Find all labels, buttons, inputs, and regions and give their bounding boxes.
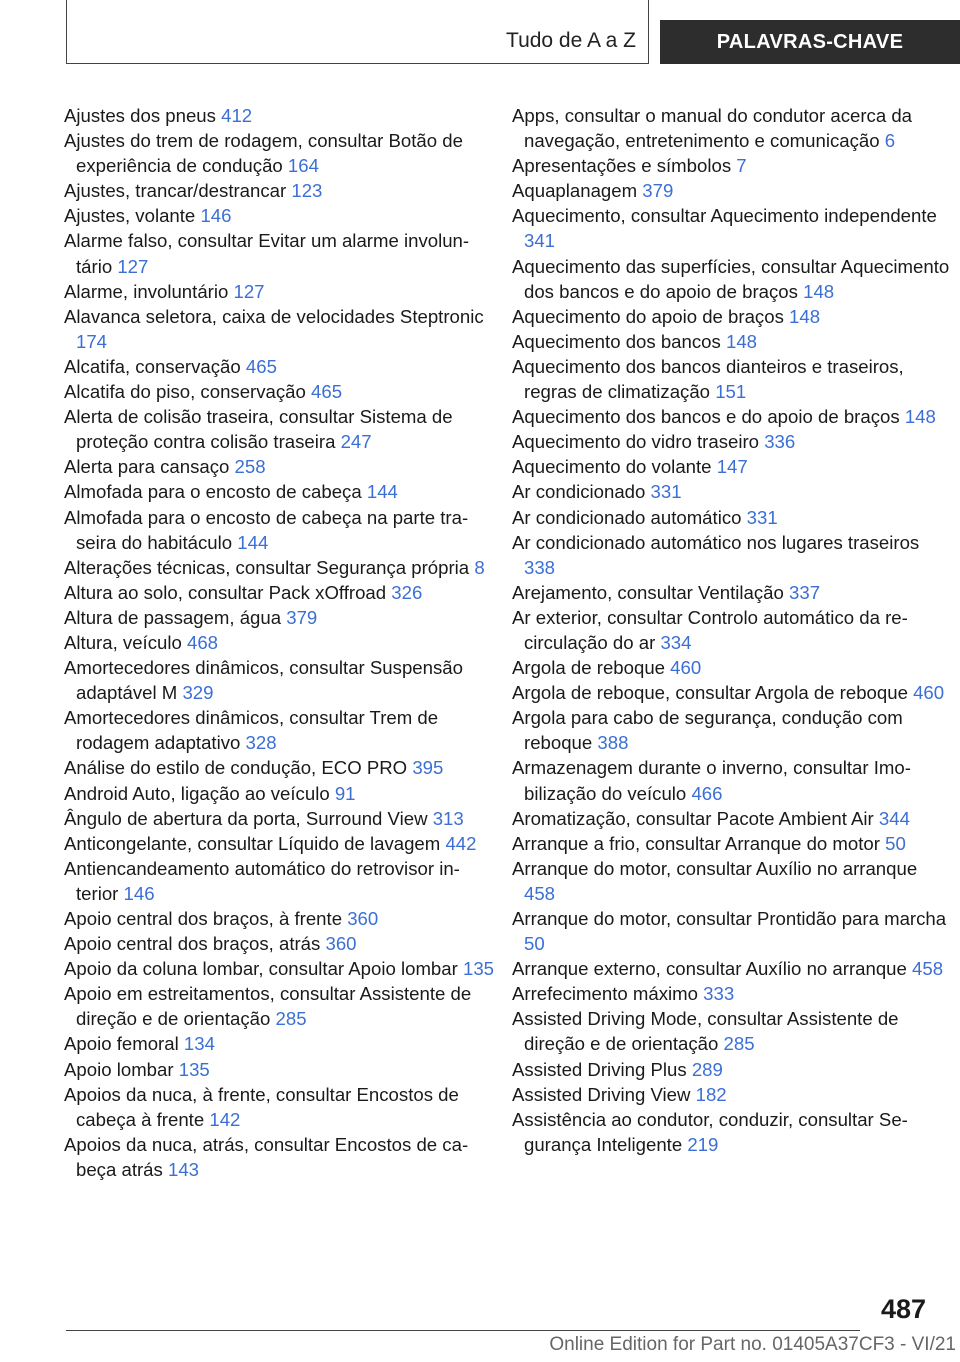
index-entry	[64, 479, 494, 504]
index-entry	[512, 680, 952, 705]
index-entry	[64, 505, 494, 555]
page-reference-link[interactable]: 50	[885, 832, 906, 854]
page-reference-link[interactable]: 135	[178, 1058, 210, 1080]
index-entry	[512, 479, 952, 504]
page-reference-link[interactable]: 412	[221, 105, 253, 126]
page-reference-link[interactable]: 341	[524, 230, 556, 252]
page-reference-link[interactable]: 134	[183, 1033, 215, 1055]
index-entry	[512, 304, 952, 329]
index-term: Aquecimento dos bancos e do apoio de braços	[512, 406, 900, 428]
index-entry	[64, 1082, 494, 1132]
index-term: Apoio femoral	[64, 1033, 179, 1055]
index-entry	[64, 379, 494, 404]
index-column-left	[64, 103, 494, 1182]
index-term: Ar exterior, consultar Controlo automático da recirculação do ar	[512, 606, 908, 653]
page-reference-link[interactable]: 313	[432, 807, 464, 829]
page-reference-link[interactable]: 338	[524, 556, 556, 578]
index-entry	[64, 630, 494, 655]
page-reference-link[interactable]: 147	[716, 456, 748, 478]
page-reference-link[interactable]: 127	[233, 280, 265, 302]
index-entry	[512, 806, 952, 831]
index-term: Ar condicionado	[512, 481, 646, 503]
index-term: Apoio central dos braços, atrás	[64, 933, 321, 955]
index-term: Aquecimento do apoio de braços	[512, 305, 784, 327]
page-reference-link[interactable]: 182	[695, 1083, 727, 1105]
index-term: Arranque externo, consultar Auxílio no arranque	[512, 958, 907, 980]
page-reference-link[interactable]: 395	[412, 757, 444, 779]
index-entry	[64, 1031, 494, 1056]
index-column-right	[512, 103, 952, 1157]
index-entry	[512, 354, 952, 404]
index-term: Almofada para o encosto de cabeça	[64, 481, 362, 503]
index-entry	[64, 856, 494, 906]
index-entry	[64, 1132, 494, 1182]
index-entry	[64, 555, 494, 580]
page-reference-link[interactable]: 146	[123, 882, 155, 904]
index-term: Apoio em estreitamentos, consultar Assistente de direção e de orientação	[64, 983, 472, 1030]
header-rule-middle	[648, 0, 649, 64]
index-entry	[512, 1057, 952, 1082]
page-reference-link[interactable]: 146	[200, 205, 232, 227]
page-reference-link[interactable]: 458	[912, 958, 944, 980]
index-term: Apoio da coluna lombar, consultar Apoio lombar	[64, 958, 458, 980]
page-reference-link[interactable]: 135	[462, 958, 495, 980]
index-term: Apoio lombar	[64, 1058, 174, 1080]
index-term: Ajustes, trancar/destrancar	[64, 180, 287, 202]
index-entry	[512, 605, 952, 655]
index-term: Ar condicionado automático nos lugares traseiros	[512, 531, 920, 553]
page-reference-link[interactable]: 148	[803, 280, 835, 302]
page-reference-link[interactable]: 219	[687, 1133, 719, 1155]
index-entry	[64, 831, 494, 856]
index-term: Antiencandeamento automático do retrovisor interior	[64, 857, 460, 904]
index-term: Altura de passagem, água	[64, 606, 282, 628]
page-reference-link[interactable]: 247	[340, 431, 372, 453]
index-term: Alarme falso, consultar Evitar um alarme involuntário	[64, 230, 470, 277]
index-entry	[512, 103, 952, 153]
page-reference-link[interactable]: 465	[245, 355, 277, 377]
index-entry	[512, 956, 952, 981]
index-term: Amortecedores dinâmicos, consultar Trem de rodagem adaptativo	[64, 707, 439, 754]
header-rule-bottom	[66, 63, 648, 64]
page-reference-link[interactable]: 174	[76, 330, 108, 352]
index-term: Apoios da nuca, atrás, consultar Encostos de cabeça atrás	[64, 1133, 469, 1180]
index-term: Aquecimento dos bancos dianteiros e traseiros, regras de climatização	[512, 355, 904, 403]
page-reference-link[interactable]: 466	[691, 782, 723, 804]
index-term: Alcatifa, conservação	[64, 355, 241, 377]
page-reference-link[interactable]: 8	[474, 556, 485, 578]
page-reference-link[interactable]: 127	[117, 255, 149, 277]
header-chapter-tab[interactable]: PALAVRAS-CHAVE	[660, 20, 960, 64]
header-section-title: Tudo de A a Z	[506, 29, 636, 52]
index-entry	[512, 655, 952, 680]
index-entry	[512, 505, 952, 530]
page-reference-link[interactable]: 328	[245, 732, 277, 754]
index-entry	[512, 755, 952, 805]
index-term: Aquecimento das superfícies, consultar Aquecimento dos bancos e do apoio de braços	[512, 255, 950, 302]
index-term: Alcatifa do piso, conservação	[64, 381, 306, 403]
page-reference-link[interactable]: 379	[286, 606, 318, 628]
index-term: Armazenagem durante o inverno, consultar Imobilização do veículo	[512, 757, 911, 804]
index-term: Arranque do motor, consultar Auxílio no arranque	[512, 857, 918, 879]
index-term: Assisted Driving Mode, consultar Assistente de direção e de orientação	[512, 1008, 899, 1055]
page-reference-link[interactable]: 258	[234, 456, 266, 478]
page-reference-link[interactable]: 460	[670, 657, 702, 679]
page-reference-link[interactable]: 360	[325, 933, 357, 955]
index-entry	[64, 279, 494, 304]
page-reference-link[interactable]: 142	[209, 1108, 241, 1130]
index-term: Ajustes, volante	[64, 205, 196, 227]
index-entry	[64, 981, 494, 1031]
header-rule-left	[66, 0, 67, 64]
index-entry	[64, 454, 494, 479]
page-reference-link[interactable]: 460	[913, 682, 945, 704]
page-reference-link[interactable]: 148	[725, 330, 758, 352]
index-entry	[512, 1006, 952, 1056]
index-term: Alarme, involuntário	[64, 280, 229, 302]
index-term: Aromatização, consultar Pacote Ambient Air	[512, 807, 874, 829]
page-reference-link[interactable]: 379	[642, 180, 674, 202]
index-term: Ar condicionado automático	[512, 506, 742, 528]
index-term: Altura, veículo	[64, 631, 182, 653]
index-entry	[512, 153, 952, 178]
index-entry	[64, 228, 494, 278]
page-reference-link[interactable]: 331	[746, 506, 778, 528]
index-term: Aquecimento, consultar Aquecimento independente	[512, 205, 937, 227]
page-reference-link[interactable]: 144	[237, 531, 269, 553]
page-reference-link[interactable]: 465	[311, 381, 343, 403]
index-term: Apps, consultar o manual do condutor acerca da navegação, entretenimento e comunicação	[512, 105, 913, 152]
page-reference-link[interactable]: 289	[691, 1058, 723, 1080]
index-entry	[512, 705, 952, 755]
page-reference-link[interactable]: 331	[650, 481, 682, 503]
page-reference-link[interactable]: 333	[703, 983, 735, 1005]
index-entry	[64, 705, 494, 755]
page-reference-link[interactable]: 329	[182, 682, 214, 704]
index-entry	[512, 831, 952, 856]
index-entry	[512, 404, 952, 429]
index-term: Arranque a frio, consultar Arranque do motor	[512, 832, 880, 854]
page-reference-link[interactable]: 148	[789, 305, 821, 327]
page-reference-link[interactable]: 337	[789, 581, 821, 603]
index-term: Análise do estilo de condução, ECO PRO	[64, 757, 408, 779]
footer-edition-text: Online Edition for Part no. 01405A37CF3 - VI/21	[549, 1334, 956, 1355]
index-term: Altura ao solo, consultar Pack xOffroad	[64, 581, 387, 603]
index-term: Alavanca seletora, caixa de velocidades Steptronic	[64, 305, 484, 327]
index-term: Argola para cabo de segurança, condução com reboque	[512, 707, 903, 754]
index-entry	[64, 806, 494, 831]
index-term: Anticongelante, consultar Líquido de lavagem	[64, 832, 441, 854]
index-term: Assisted Driving Plus	[512, 1058, 687, 1080]
index-entry	[64, 103, 494, 128]
index-term: Android Auto, ligação ao veículo	[64, 782, 330, 804]
page-reference-link[interactable]: 388	[597, 732, 629, 754]
page-reference-link[interactable]: 468	[187, 631, 219, 653]
index-term: Almofada para o encosto de cabeça na parte traseira do habitáculo	[64, 506, 469, 553]
index-term: Aquecimento do vidro traseiro	[512, 431, 760, 453]
index-entry	[64, 1057, 494, 1082]
index-term: Ângulo de abertura da porta, Surround View	[64, 807, 428, 829]
index-entry	[512, 203, 952, 253]
page-reference-link[interactable]: 7	[736, 155, 747, 177]
index-term: Amortecedores dinâmicos, consultar Suspensão adaptável M	[64, 657, 463, 704]
page-reference-link[interactable]: 458	[524, 882, 556, 904]
page-reference-link[interactable]: 285	[275, 1008, 307, 1030]
index-term: Apoios da nuca, à frente, consultar Encostos de cabeça à frente	[64, 1083, 459, 1130]
page-reference-link[interactable]: 326	[391, 581, 423, 603]
page-reference-link[interactable]: 143	[168, 1158, 200, 1180]
index-entry	[512, 329, 952, 354]
index-entry	[64, 404, 494, 454]
index-entry	[64, 128, 494, 178]
page-reference-link[interactable]: 6	[884, 130, 896, 152]
index-entry	[512, 1082, 952, 1107]
page-reference-link[interactable]: 344	[878, 807, 910, 829]
index-entry	[64, 304, 494, 354]
index-term: Aquecimento do volante	[512, 456, 712, 478]
index-term: Apresentações e símbolos	[512, 155, 732, 177]
page-reference-link[interactable]: 50	[524, 933, 545, 955]
index-term: Argola de reboque	[512, 657, 665, 679]
page-number: 487	[880, 1294, 926, 1324]
page-reference-link[interactable]: 151	[715, 381, 747, 403]
page-reference-link[interactable]: 91	[334, 782, 356, 804]
page-reference-link[interactable]: 336	[764, 431, 796, 453]
index-term: Arejamento, consultar Ventilação	[512, 581, 784, 603]
index-entry	[512, 429, 952, 454]
index-entry	[64, 203, 494, 228]
page-reference-link[interactable]: 285	[723, 1033, 755, 1055]
index-entry	[64, 956, 494, 981]
index-entry	[64, 655, 494, 705]
index-term: Ajustes do trem de rodagem, consultar Botão de experiência de condução	[64, 130, 463, 177]
index-entry	[512, 254, 952, 304]
index-term: Alerta para cansaço	[64, 456, 230, 478]
index-entry	[512, 580, 952, 605]
page-reference-link[interactable]: 164	[287, 155, 319, 177]
index-term: Alterações técnicas, consultar Segurança própria	[64, 556, 470, 578]
index-entry	[64, 580, 494, 605]
index-term: Alerta de colisão traseira, consultar Sistema de proteção contra colisão traseira	[64, 406, 453, 453]
index-entry	[512, 454, 952, 479]
index-entry	[512, 530, 952, 580]
index-term: Apoio central dos braços, à frente	[64, 908, 343, 929]
index-entry	[512, 856, 952, 906]
footer-rule	[66, 1330, 860, 1331]
index-term: Arrefecimento máximo	[512, 983, 698, 1005]
index-entry	[64, 755, 494, 780]
index-entry	[64, 605, 494, 630]
index-entry	[512, 906, 952, 956]
index-entry	[64, 178, 494, 203]
page-reference-link[interactable]: 442	[445, 832, 477, 854]
index-entry	[64, 931, 494, 956]
index-entry	[512, 981, 952, 1006]
index-entry	[512, 178, 952, 203]
index-term: Arranque do motor, consultar Prontidão para marcha	[512, 908, 947, 929]
index-term: Aquecimento dos bancos	[512, 330, 721, 352]
index-term: Argola de reboque, consultar Argola de reboque	[512, 682, 908, 704]
index-term: Assisted Driving View	[512, 1083, 691, 1105]
index-term: Aquaplanagem	[512, 180, 638, 202]
page-reference-link[interactable]: 334	[660, 631, 692, 653]
index-entry	[64, 354, 494, 379]
index-term: Ajustes dos pneus	[64, 105, 216, 126]
index-term: Assistência ao condutor, conduzir, consultar Segurança Inteligente	[512, 1108, 908, 1155]
page-reference-link[interactable]: 360	[347, 908, 379, 929]
index-entry	[64, 906, 494, 931]
page-reference-link[interactable]: 123	[291, 180, 323, 202]
page-reference-link[interactable]: 144	[366, 481, 398, 503]
page-reference-link[interactable]: 148	[904, 406, 936, 428]
index-entry	[64, 781, 494, 806]
index-entry	[512, 1107, 952, 1157]
